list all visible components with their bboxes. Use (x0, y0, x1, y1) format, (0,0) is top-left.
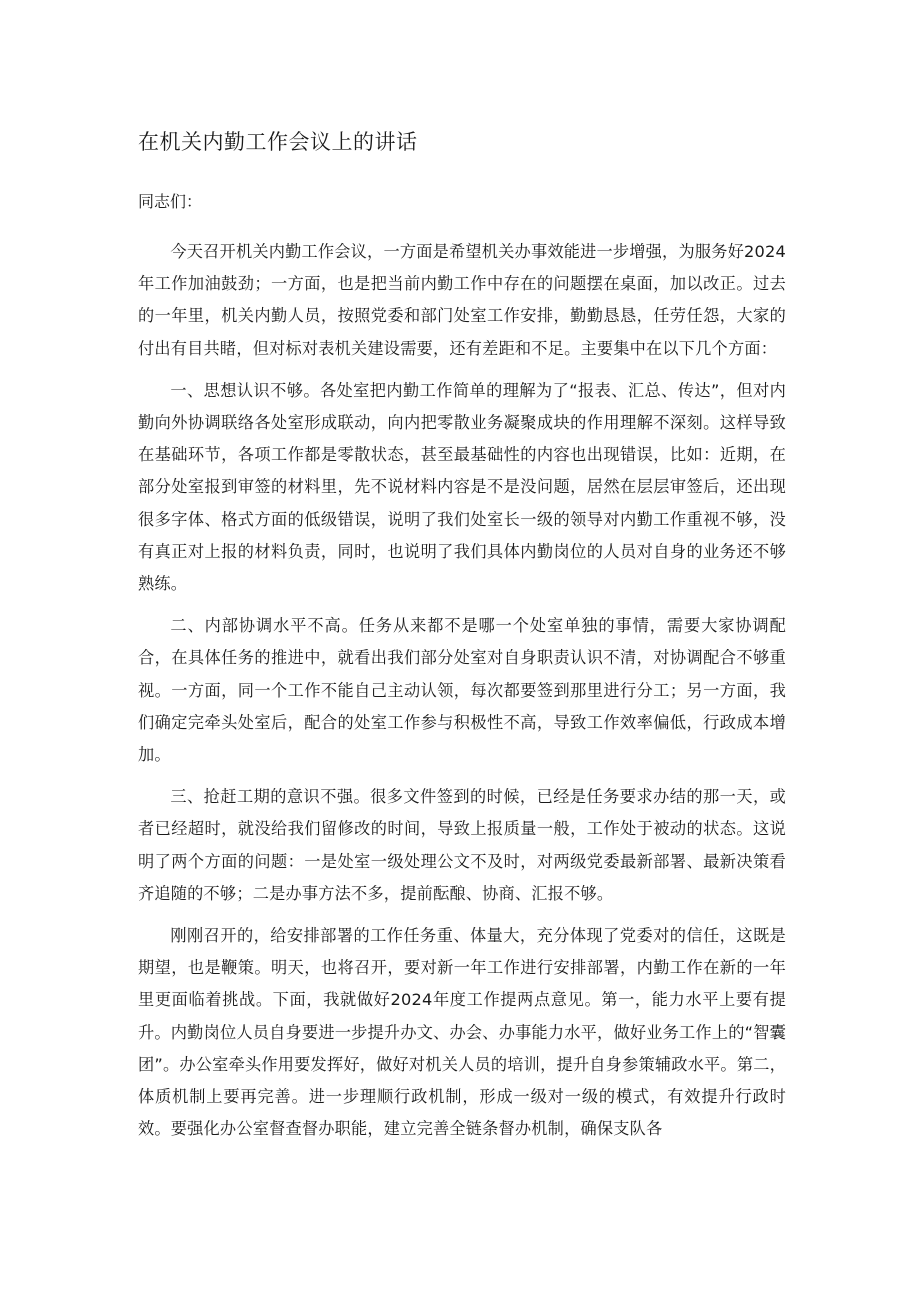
document-page (138, 124, 786, 1155)
salutation: 同志们： (138, 192, 203, 211)
paragraph-suggestions: 刚刚召开的，给安排部署的工作任务重、体量大，充分体现了党委对的信任，这既是期望，也是鞭策。明天，也将召开，要对新一年工作进行安排部署，内勤工作在新的一年里更面临着挑战。下面，我就做好2024年度工作提两点意见。第一，能力水平上要有提升。内勤岗位人员自身要进一步提升办文、办会、办事能力水平，做好业务工作上的“智囊团”。办公室牵头作用要发挥好，做好对机关人员的培训，提升自身参策辅政水平。第二，体质机制上要再完善。进一步理顺行政机制，形成一级对一级的模式，有效提升行政时效。要强化办公室督查督办职能，建立完善全链条督办机制，确保支队各 (138, 926, 786, 1139)
paragraph-point-two: 二、内部协调水平不高。任务从来都不是哪一个处室单独的事情，需要大家协调配合，在具体任务的推进中，就看出我们部分处室对自身职责认识不清，对协调配合不够重视。一方面，同一个工作不能自己主动认领，每次都要签到那里进行分工；另一方面，我们确定完牵头处室后，配合的处室工作参与积极性不高，导致工作效率偏低，行政成本增加。 (138, 616, 786, 765)
paragraph-point-one: 一、思想认识不够。各处室把内勤工作简单的理解为了“报表、汇总、传达”，但对内勤向外协调联络各处室形成联动，向内把零散业务凝聚成块的作用理解不深刻。这样导致在基础环节，各项工作都是零散状态，甚至最基础性的内容也出现错误，比如：近期，在部分处室报到审签的材料里，先不说材料内容是不是没问题，居然在层层审签后，还出现很多字体、格式方面的低级错误，说明了我们处室长一级的领导对内勤工作重视不够，没有真正对上报的材料负责，同时，也说明了我们具体内勤岗位的人员对自身的业务还不够熟练。 (138, 380, 786, 594)
document-title: 在机关内勤工作会议上的讲话 (138, 130, 418, 154)
paragraph-intro: 今天召开机关内勤工作会议，一方面是希望机关办事效能进一步增强，为服务好2024年工作加油鼓劲；一方面，也是把当前内勤工作中存在的问题摆在桌面，加以改正。过去的一年里，机关内勤人员，按照党委和部门处室工作安排，勤勤恳恳，任劳任怨，大家的付出有目共睹，但对标对表机关建设需要，还有差距和不足。主要集中在以下几个方面： (138, 242, 786, 358)
paragraph-point-three: 三、抢赶工期的意识不强。很多文件签到的时候，已经是任务要求办结的那一天，或者已经超时，就没给我们留修改的时间，导致上报质量一般，工作处于被动的状态。这说明了两个方面的问题：一是处室一级处理公文不及时，对两级党委最新部署、最新决策看齐追随的不够；二是办事方法不多，提前酝酿、协商、汇报不够。 (138, 787, 786, 903)
